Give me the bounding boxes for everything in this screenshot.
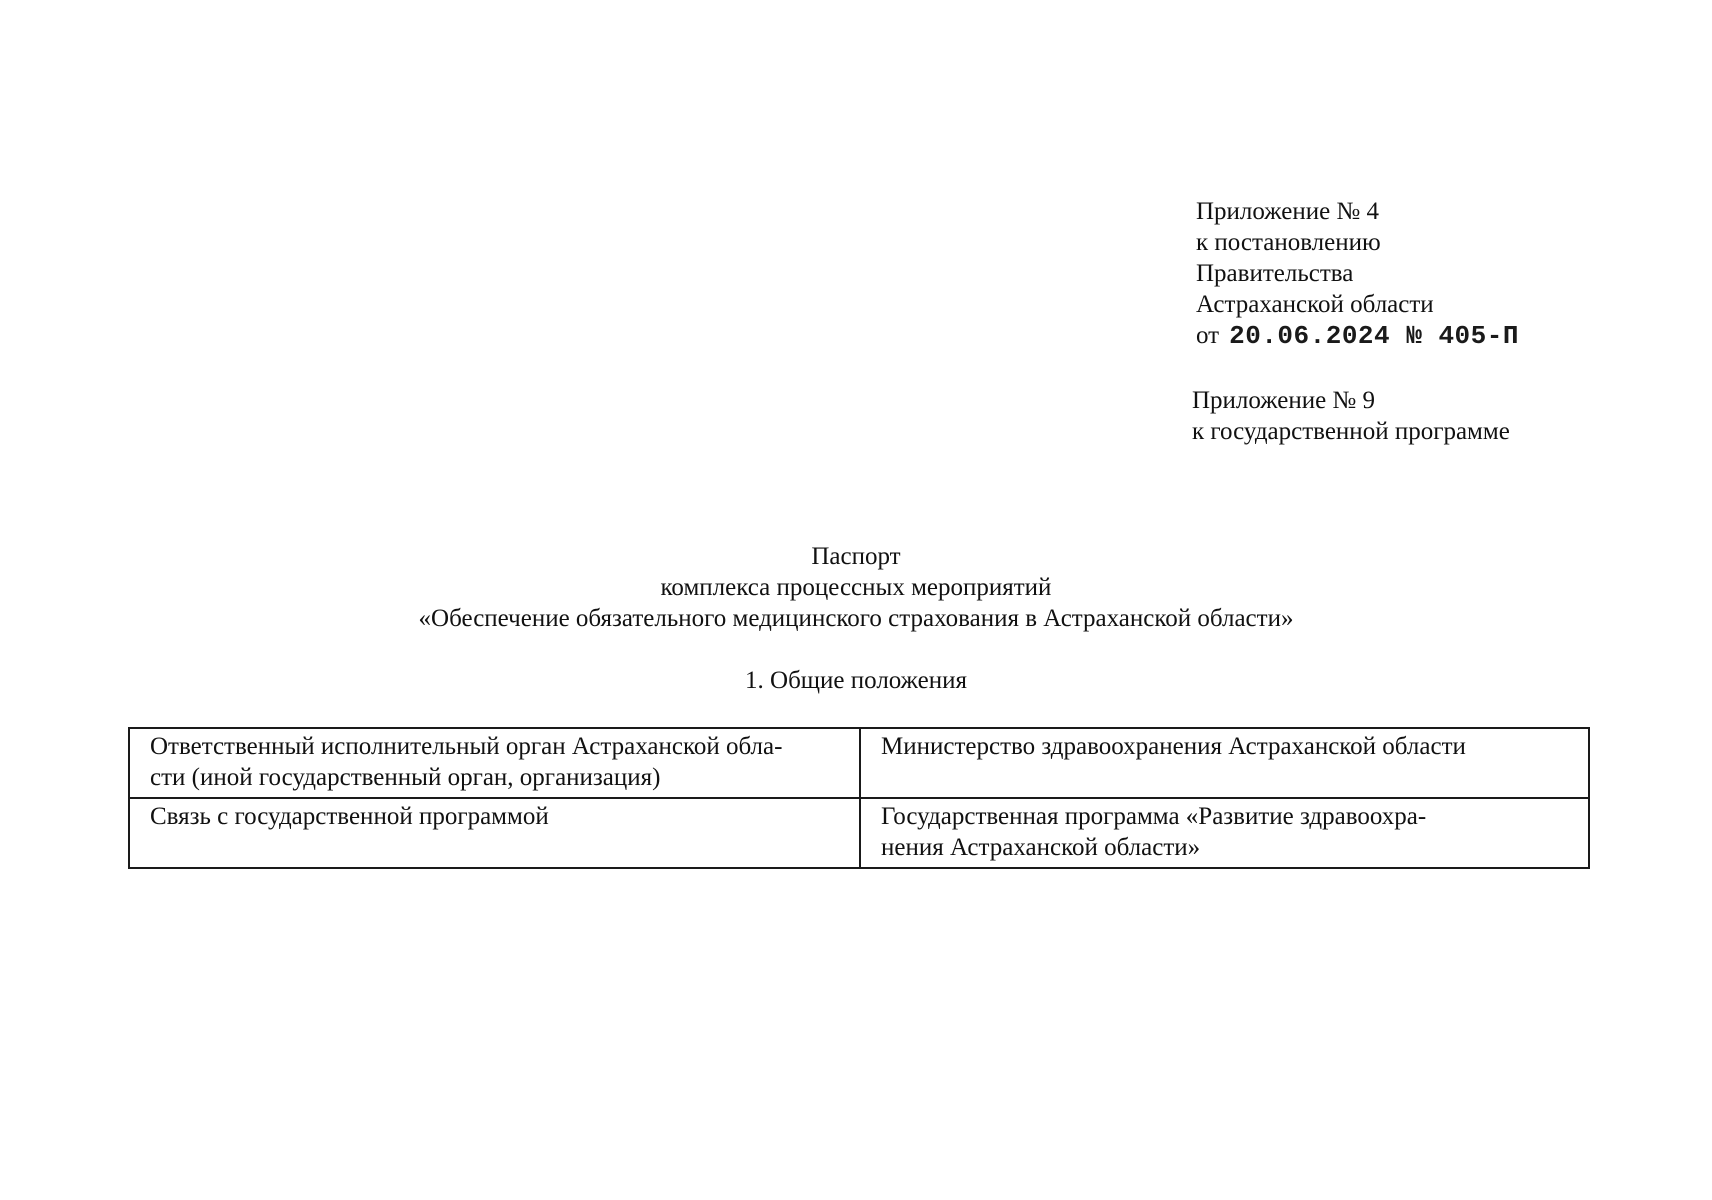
value-line: нения Астраханской области» [880, 834, 1201, 861]
annex-current-line-3: Правительства [1196, 260, 1354, 287]
table-cell-label [129, 728, 860, 798]
table-cell-value [860, 728, 1589, 798]
value-line: Государственная программа «Развитие здравоохра- [880, 803, 1427, 830]
heading-line-1: Паспорт [811, 543, 901, 570]
value-line: Министерство здравоохранения Астраханской области [880, 733, 1466, 760]
table-cell-label [129, 798, 860, 868]
table-row [129, 798, 1589, 868]
label-line: сти (иной государственный орган, организация) [150, 764, 661, 791]
annex-previous-block [1192, 385, 1510, 447]
order-stamp: 20.06.2024 № 405-П [1229, 321, 1519, 351]
section-title: 1. Общие положения [745, 667, 967, 694]
annex-current-block [1196, 196, 1519, 352]
annex-current-line-2: к постановлению [1196, 229, 1381, 256]
table-cell-value [860, 798, 1589, 868]
annex-current-line-4: Астраханской области [1196, 291, 1434, 318]
annex-previous-line-2: к государственной программе [1192, 418, 1510, 445]
annex-previous-line-1: Приложение № 9 [1192, 387, 1376, 414]
document-heading [0, 541, 1712, 634]
annex-current-line-1: Приложение № 4 [1196, 198, 1380, 225]
heading-line-2: комплекса процессных мероприятий [660, 574, 1052, 601]
order-reference [1196, 320, 1519, 352]
heading-line-3: «Обеспечение обязательного медицинского страхования в Астраханской области» [418, 605, 1294, 632]
table-row [129, 728, 1589, 798]
label-line: Ответственный исполнительный орган Астраханской обла- [150, 733, 783, 760]
general-provisions-table [128, 727, 1590, 869]
order-prefix: от [1196, 322, 1220, 349]
label-line: Связь с государственной программой [150, 803, 549, 830]
